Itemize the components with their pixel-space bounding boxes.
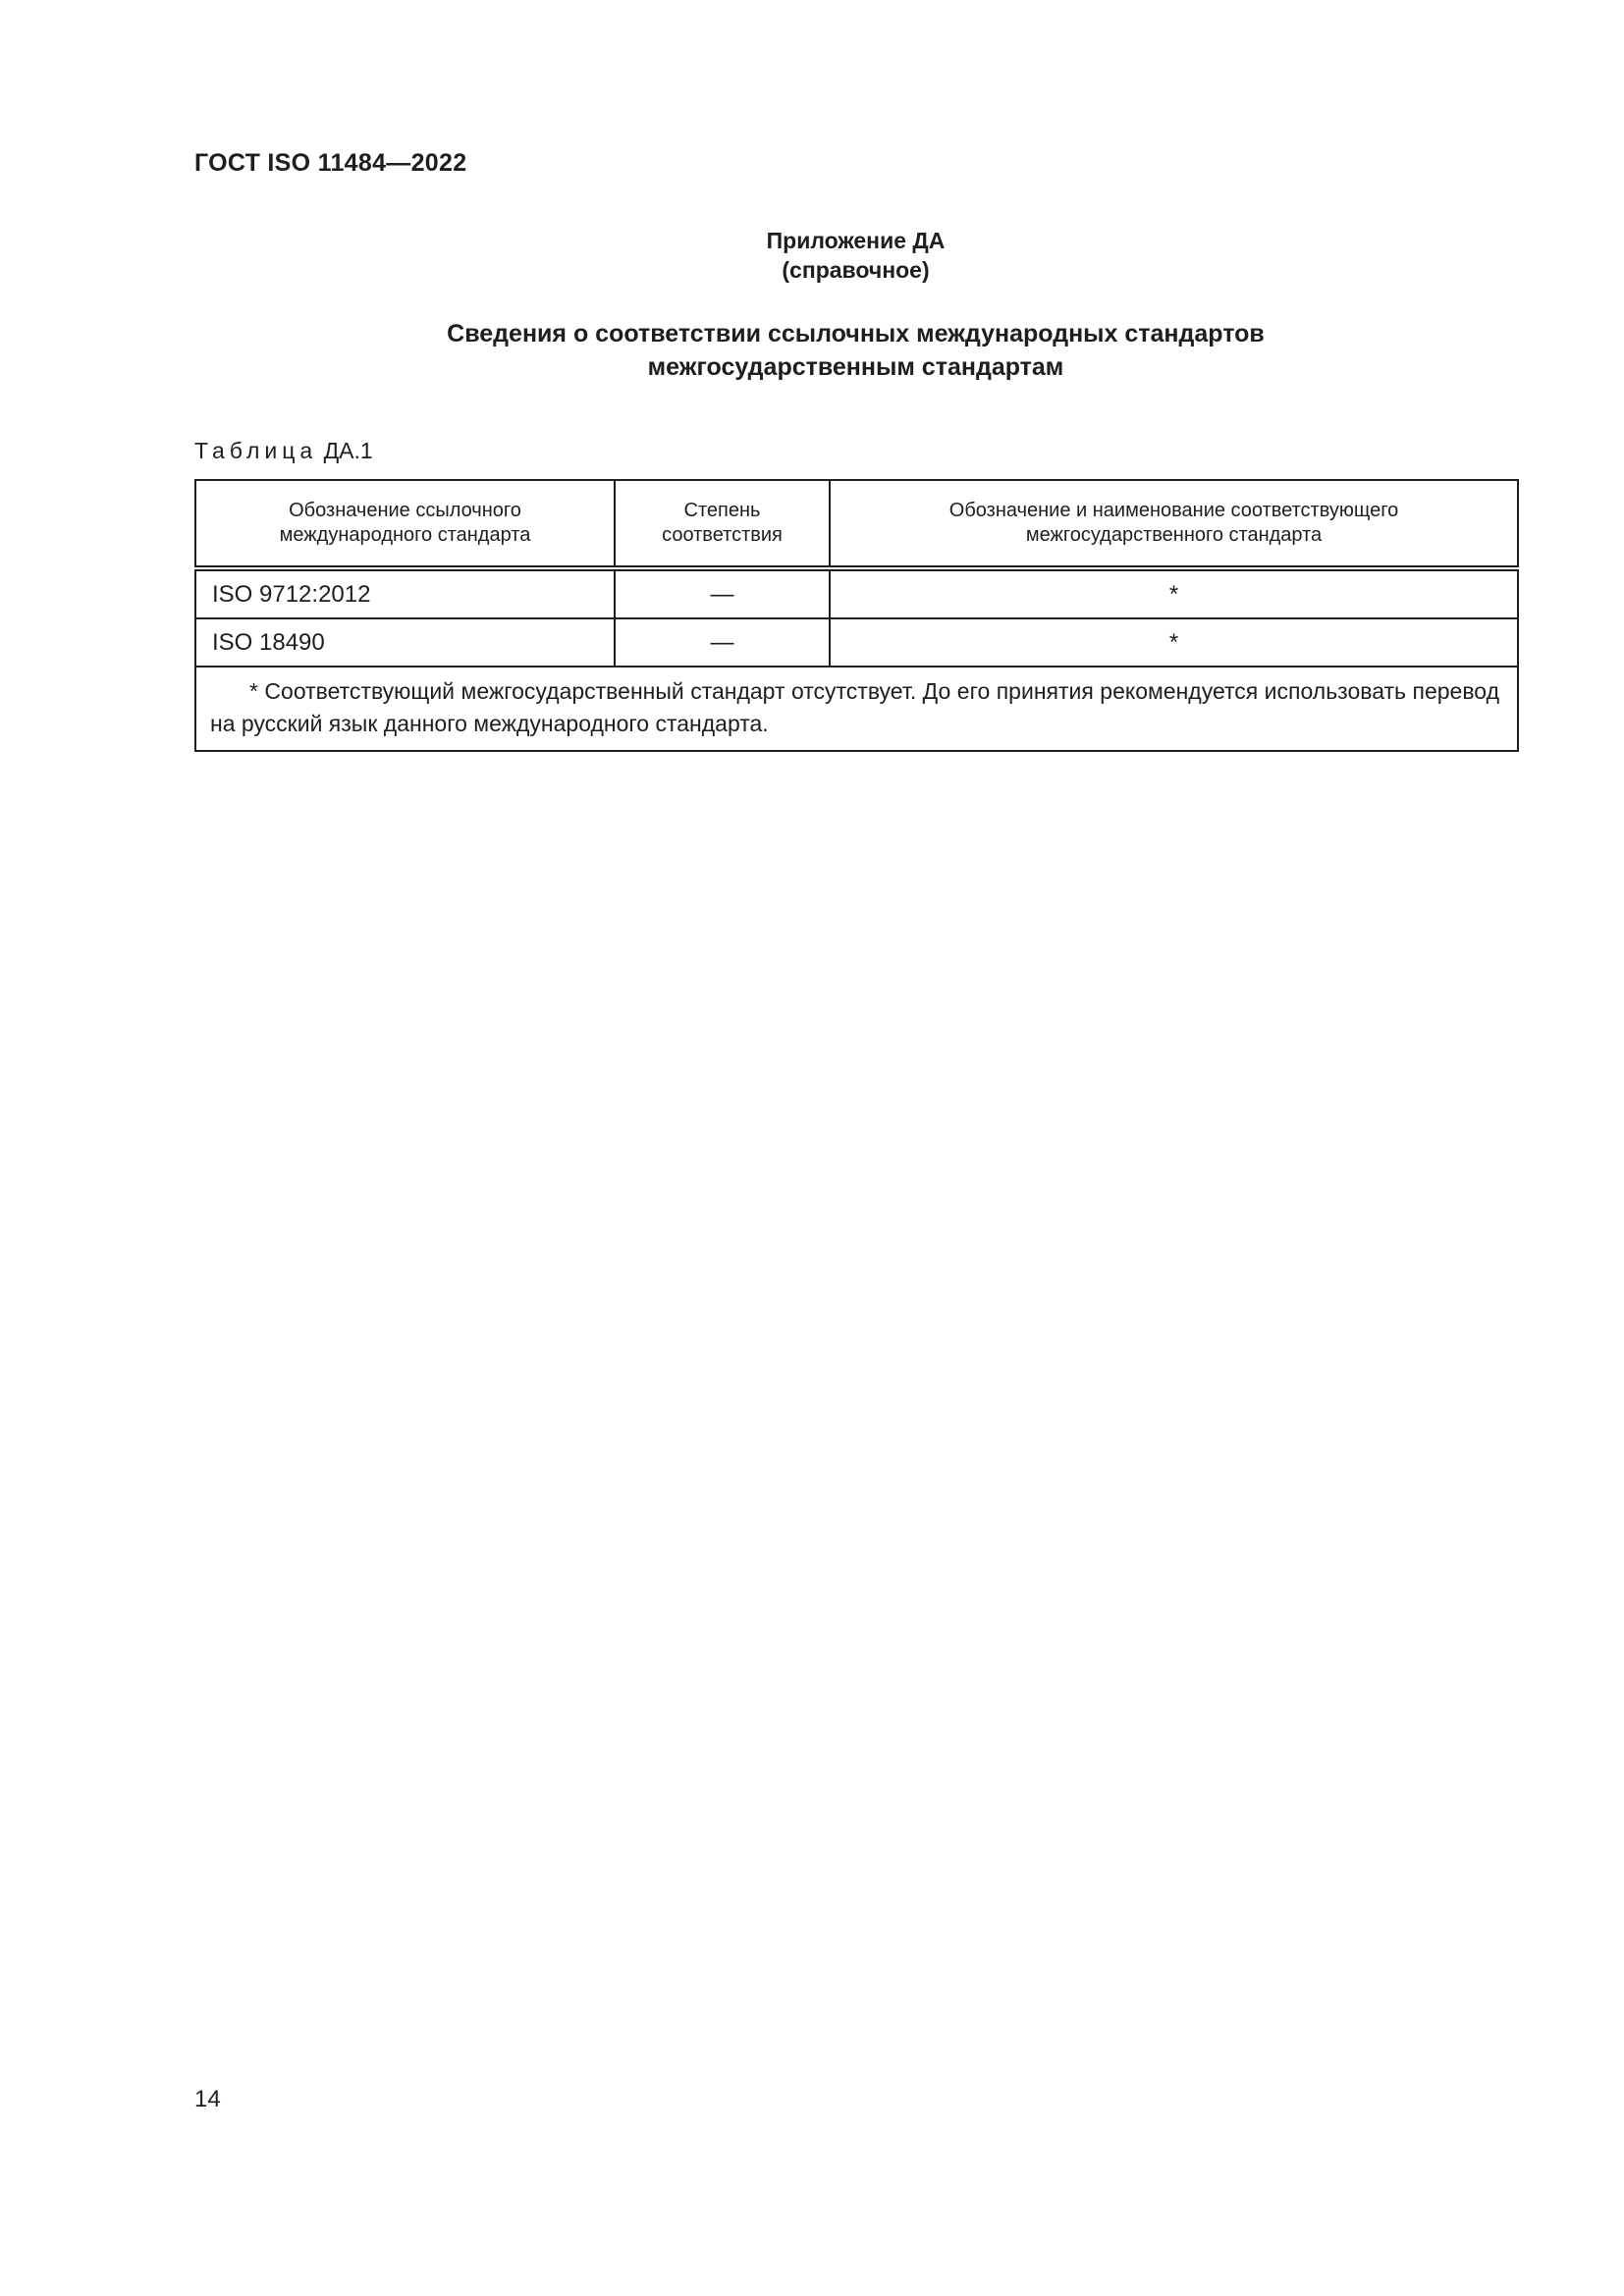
table-footnote: * Соответствующий межгосударственный стандарт отсутствует. До его принятия рекомендуется использовать перевод на русский язык данного международного стандарта. bbox=[210, 678, 1499, 736]
header-degree-line-1: Степень bbox=[683, 500, 761, 521]
document-code: ГОСТ ISO 11484—2022 bbox=[194, 149, 467, 177]
cell-interstate-standard: * bbox=[830, 618, 1518, 667]
table-footnote-row bbox=[195, 667, 1518, 751]
header-interstate-standard bbox=[830, 480, 1518, 568]
header-reference-standard bbox=[195, 480, 615, 568]
header-degree-line-2: соответствия bbox=[662, 524, 783, 546]
annex-title-line-1: Сведения о соответствии ссылочных международных стандартов bbox=[447, 320, 1265, 347]
page-number: 14 bbox=[194, 2086, 221, 2112]
annex-title bbox=[194, 317, 1517, 384]
table-caption-number: ДА.1 bbox=[323, 438, 373, 463]
appendix-title: Приложение ДА bbox=[766, 228, 946, 253]
table-caption-word: Таблица bbox=[194, 438, 318, 463]
table-footnote-cell bbox=[195, 667, 1518, 751]
cell-reference: ISO 9712:2012 bbox=[195, 568, 615, 618]
header-degree bbox=[615, 480, 830, 568]
header-reference-standard-line-1: Обозначение ссылочного bbox=[289, 500, 521, 521]
correspondence-table-wrapper bbox=[194, 479, 1517, 752]
cell-interstate-standard: * bbox=[830, 568, 1518, 618]
cell-degree: — bbox=[615, 568, 830, 618]
header-interstate-standard-line-1: Обозначение и наименование соответствующего bbox=[948, 500, 1399, 521]
header-interstate-standard-line-2: межгосударственного стандарта bbox=[1025, 524, 1323, 546]
appendix-subtitle: (справочное) bbox=[782, 257, 930, 283]
header-reference-standard-line-2: международного стандарта bbox=[279, 524, 531, 546]
appendix-heading bbox=[194, 226, 1517, 285]
table-caption bbox=[194, 438, 373, 464]
cell-degree: — bbox=[615, 618, 830, 667]
table-row bbox=[195, 568, 1518, 618]
correspondence-table bbox=[194, 479, 1519, 752]
table-row bbox=[195, 618, 1518, 667]
table-header-row bbox=[195, 480, 1518, 568]
annex-title-line-2: межгосударственным стандартам bbox=[647, 353, 1064, 381]
cell-reference: ISO 18490 bbox=[195, 618, 615, 667]
